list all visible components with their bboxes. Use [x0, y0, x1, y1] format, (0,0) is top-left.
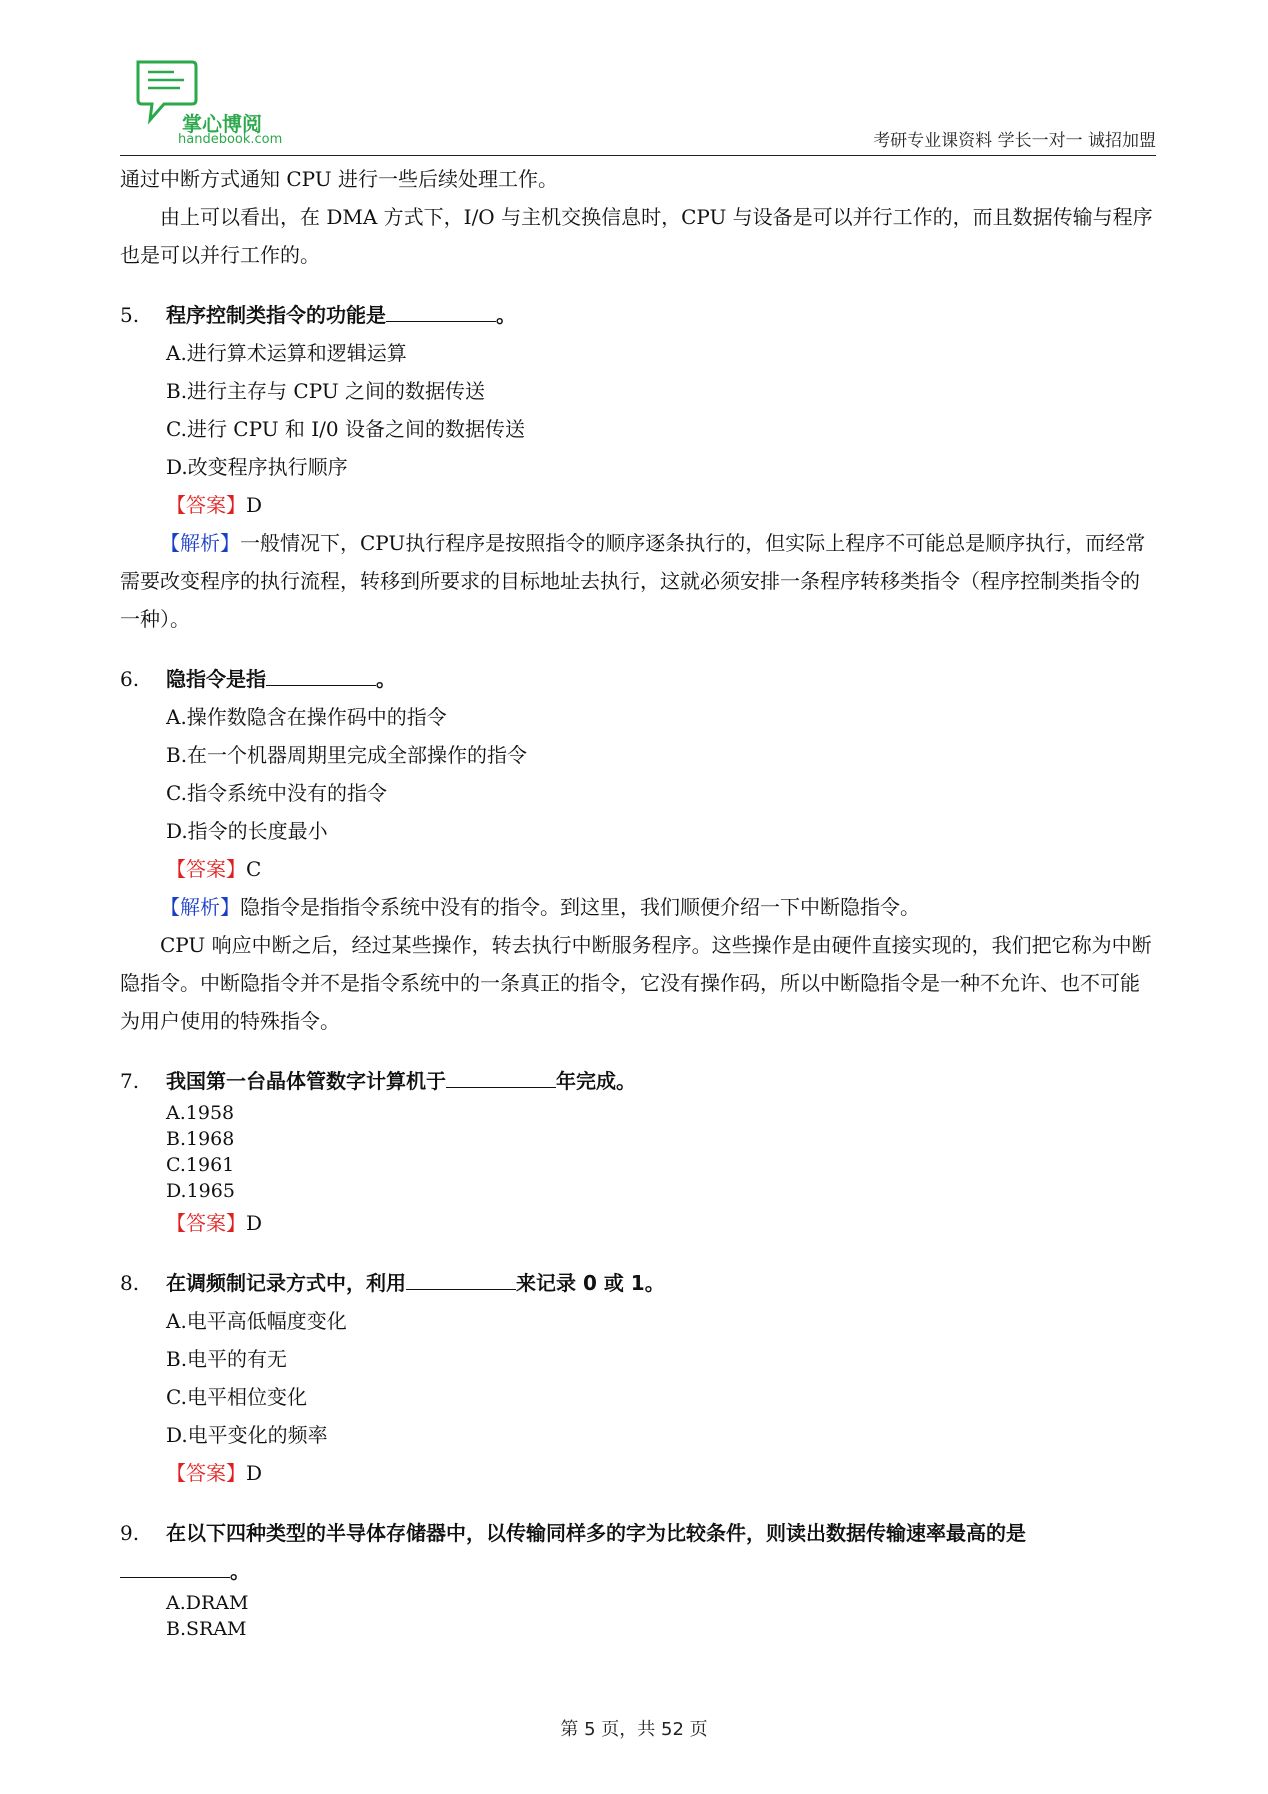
analysis-label: 【解析】 — [160, 531, 240, 555]
stem-tail: 来记录 0 或 1。 — [516, 1271, 665, 1295]
analysis-paragraph — [120, 888, 1156, 926]
question-9 — [120, 1514, 1156, 1642]
answer-value: D — [246, 493, 263, 517]
question-number: 5. — [120, 303, 140, 327]
option-d: D.改变程序执行顺序 — [166, 455, 348, 479]
question-number: 7. — [120, 1069, 140, 1093]
handebook-logo — [134, 58, 294, 154]
question-stem — [120, 660, 1156, 698]
question-stem-continued — [120, 1552, 1156, 1590]
intro-line: 通过中断方式通知 CPU 进行一些后续处理工作。 — [120, 167, 558, 191]
answer-label: 【答案】 — [166, 1461, 246, 1485]
answer-blank — [406, 1269, 516, 1290]
page-footer: 第 5 页，共 52 页 — [560, 1719, 708, 1740]
option-c: C.电平相位变化 — [166, 1385, 307, 1409]
option-d: D.电平变化的频率 — [166, 1423, 328, 1447]
analysis-paragraph-extra: CPU 响应中断之后，经过某些操作，转去执行中断服务程序。这些操作是由硬件直接实现的，我们把它称为中断隐指令。中断隐指令并不是指令系统中的一条真正的指令，它没有操作码，所以中断隐指令是一种不允许、也不可能为用户使用的特殊指令。 — [120, 933, 1152, 1033]
page-content — [120, 160, 1156, 1642]
analysis-paragraph — [120, 524, 1156, 638]
analysis-text: 一般情况下，CPU执行程序是按照指令的顺序逐条执行的，但实际上程序不可能总是顺序执行，而经常需要改变程序的执行流程，转移到所要求的目标地址去执行，这就必须安排一条程序转移类指令（程序控制类指令的一种）。 — [120, 531, 1146, 631]
stem-tail: 。 — [376, 667, 396, 691]
logo-url: handebook.com — [178, 132, 283, 147]
answer-line — [166, 850, 1156, 888]
option-a: A.DRAM — [166, 1592, 249, 1614]
analysis-label: 【解析】 — [160, 895, 240, 919]
question-number: 8. — [120, 1271, 140, 1295]
option-d: D.指令的长度最小 — [166, 819, 328, 843]
stem-text: 程序控制类指令的功能是 — [166, 303, 386, 327]
option-c: C.指令系统中没有的指令 — [166, 781, 387, 805]
stem-tail: 。 — [230, 1559, 250, 1583]
question-6 — [120, 660, 1156, 1040]
answer-blank — [266, 665, 376, 686]
answer-label: 【答案】 — [166, 1211, 246, 1235]
option-b: B.电平的有无 — [166, 1347, 288, 1371]
answer-value: D — [246, 1461, 263, 1485]
question-number: 9. — [120, 1521, 140, 1545]
page-header — [120, 58, 1156, 158]
option-a: A.操作数隐含在操作码中的指令 — [166, 705, 447, 729]
stem-text: 我国第一台晶体管数字计算机于 — [166, 1069, 446, 1093]
header-rule — [120, 155, 1156, 156]
option-c: C.1961 — [166, 1154, 235, 1176]
header-tagline: 考研专业课资料 学长一对一 诚招加盟 — [873, 131, 1156, 151]
question-8 — [120, 1264, 1156, 1492]
answer-blank — [386, 301, 496, 322]
answer-line — [166, 1204, 1156, 1242]
option-a: A.电平高低幅度变化 — [166, 1309, 347, 1333]
answer-line — [166, 1454, 1156, 1492]
stem-text: 在以下四种类型的半导体存储器中，以传输同样多的字为比较条件，则读出数据传输速率最高的是 — [166, 1521, 1026, 1545]
option-d: D.1965 — [166, 1180, 235, 1202]
question-stem — [120, 1514, 1156, 1552]
answer-label: 【答案】 — [166, 857, 246, 881]
question-7 — [120, 1062, 1156, 1242]
stem-tail: 年完成。 — [556, 1069, 636, 1093]
option-b: B.1968 — [166, 1128, 235, 1150]
option-b: B.进行主存与 CPU 之间的数据传送 — [166, 379, 486, 403]
answer-value: C — [246, 857, 262, 881]
stem-text: 隐指令是指 — [166, 667, 266, 691]
question-number: 6. — [120, 667, 140, 691]
option-a: A.进行算术运算和逻辑运算 — [166, 341, 407, 365]
analysis-text: 隐指令是指指令系统中没有的指令。到这里，我们顺便介绍一下中断隐指令。 — [240, 895, 920, 919]
answer-value: D — [246, 1211, 263, 1235]
option-b: B.SRAM — [166, 1618, 247, 1640]
answer-blank — [446, 1067, 556, 1088]
question-5 — [120, 296, 1156, 638]
answer-line — [166, 486, 1156, 524]
answer-label: 【答案】 — [166, 493, 246, 517]
option-a: A.1958 — [166, 1102, 235, 1124]
stem-tail: 。 — [496, 303, 516, 327]
option-c: C.进行 CPU 和 I/0 设备之间的数据传送 — [166, 417, 526, 441]
question-stem — [120, 1264, 1156, 1302]
option-b: B.在一个机器周期里完成全部操作的指令 — [166, 743, 528, 767]
answer-blank — [120, 1557, 230, 1578]
intro-paragraph: 由上可以看出，在 DMA 方式下，I/O 与主机交换信息时，CPU 与设备是可以并行工作的，而且数据传输与程序也是可以并行工作的。 — [120, 205, 1153, 267]
stem-text: 在调频制记录方式中，利用 — [166, 1271, 406, 1295]
question-stem — [120, 1062, 1156, 1100]
question-stem — [120, 296, 1156, 334]
logo-name: 掌心博阅 — [182, 112, 262, 136]
